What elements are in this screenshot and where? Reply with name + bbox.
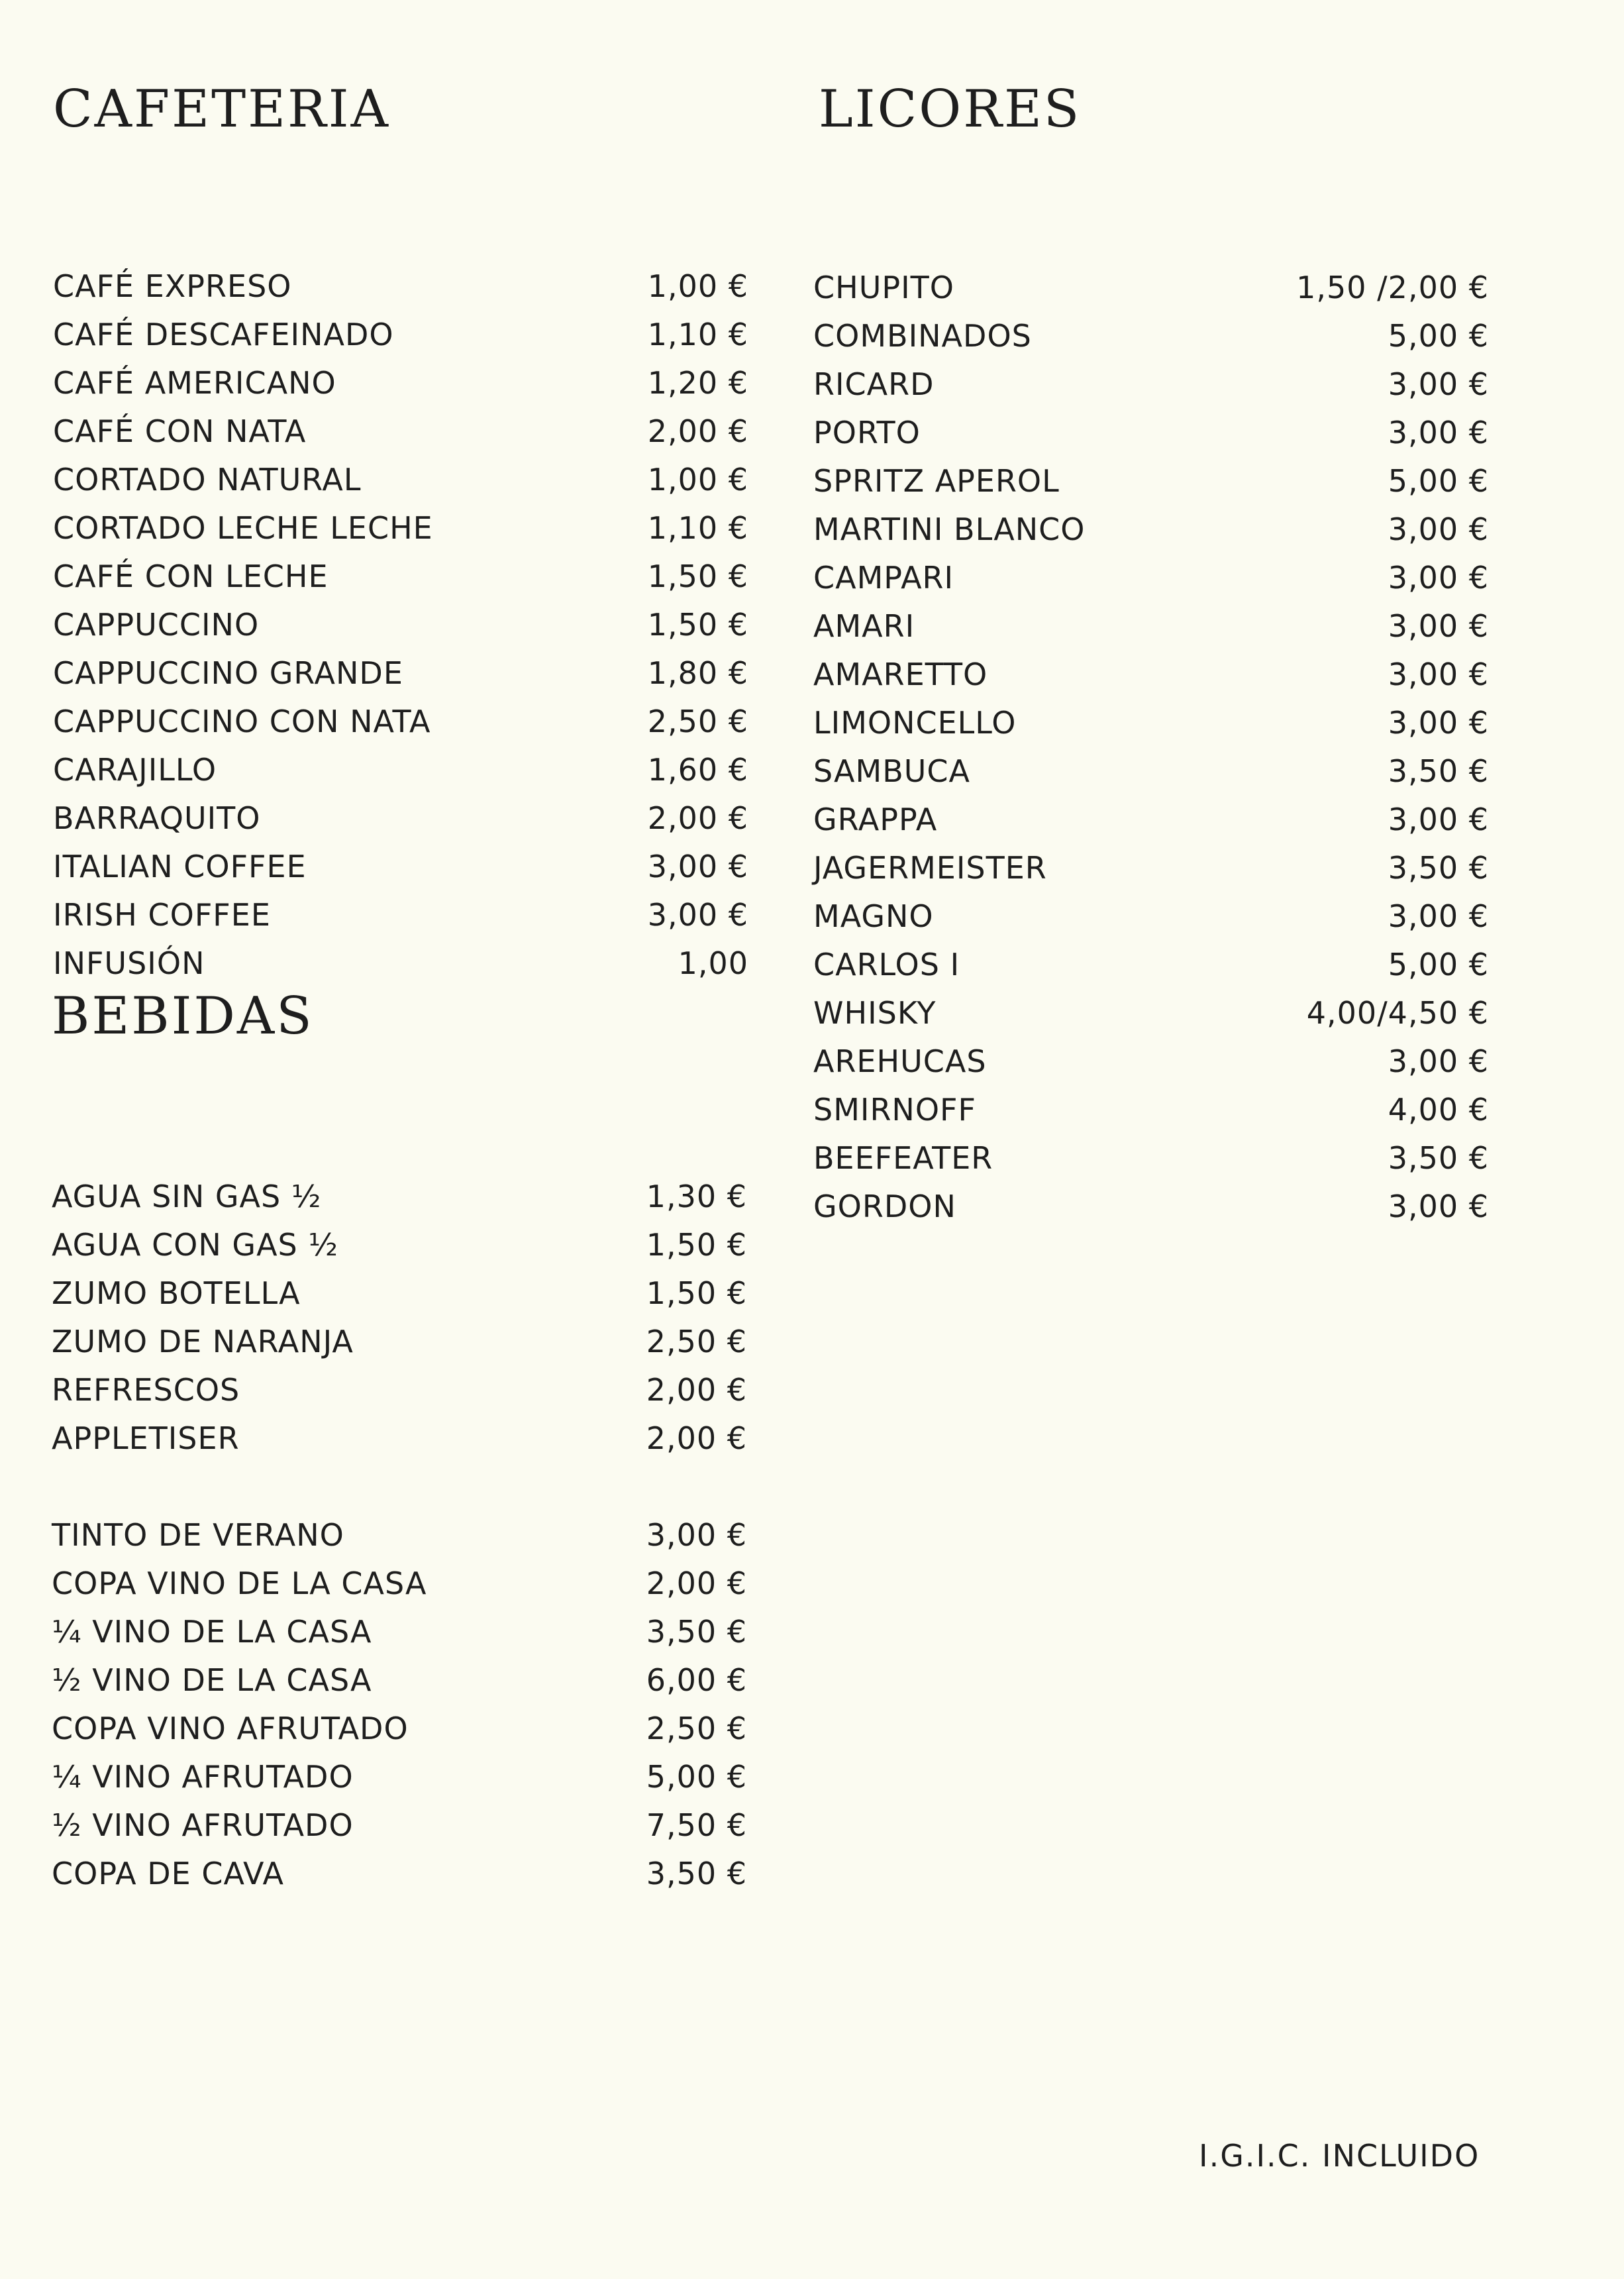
- menu-item-name: CAFÉ EXPRESO: [53, 268, 292, 304]
- menu-item-price: 1,50 /2,00 €: [1296, 270, 1489, 305]
- menu-item-price: 3,00 €: [1388, 608, 1489, 644]
- menu-item-price: 1,50 €: [647, 558, 748, 594]
- menu-item: [813, 560, 1489, 608]
- menu-item-name: CORTADO NATURAL: [53, 462, 362, 498]
- menu-item-name: CAPPUCCINO CON NATA: [53, 704, 431, 739]
- menu-item: [813, 463, 1489, 511]
- menu-item-name: ZUMO DE NARANJA: [52, 1324, 354, 1359]
- menu-item-price: 3,00 €: [1388, 415, 1489, 450]
- menu-item-name: CAFÉ CON NATA: [53, 413, 307, 449]
- menu-item-price: 2,00 €: [646, 1372, 747, 1408]
- menu-item-price: 3,00 €: [1388, 1043, 1489, 1079]
- menu-item: [52, 1807, 747, 1856]
- menu-item-price: 5,00 €: [1388, 463, 1489, 499]
- menu-item-name: CAMPARI: [813, 560, 954, 596]
- menu-item: [813, 995, 1489, 1043]
- menu-item-price: 1,10 €: [647, 510, 748, 546]
- menu-item-name: AREHUCAS: [813, 1043, 987, 1079]
- menu-item-name: ½ VINO DE LA CASA: [52, 1662, 372, 1698]
- menu-item: [53, 897, 748, 945]
- menu-item-price: 4,00 €: [1388, 1092, 1489, 1128]
- menu-item-price: 3,50 €: [1388, 1140, 1489, 1176]
- wine-list: [52, 1517, 747, 1904]
- menu-item: [53, 510, 748, 558]
- menu-item-name: PORTO: [813, 415, 921, 450]
- menu-item: [52, 1324, 747, 1372]
- menu-item-name: GORDON: [813, 1189, 956, 1224]
- menu-item: [813, 415, 1489, 463]
- menu-item-price: 1,00 €: [647, 268, 748, 304]
- menu-item-price: 3,00 €: [1388, 657, 1489, 692]
- menu-item-name: ¼ VINO AFRUTADO: [52, 1759, 354, 1795]
- menu-item-name: AMARI: [813, 608, 915, 644]
- menu-item-price: 3,50 €: [646, 1614, 747, 1650]
- menu-item-price: 1,80 €: [647, 655, 748, 691]
- menu-item-price: 1,10 €: [647, 317, 748, 352]
- bebidas-title: BEBIDAS: [52, 986, 314, 1046]
- bebidas-divider-space: [52, 1469, 747, 1517]
- menu-item: [52, 1614, 747, 1662]
- licores-section: [813, 76, 1489, 1237]
- licores-title: LICORES: [819, 80, 1082, 139]
- menu-item-price: 3,00 €: [1388, 802, 1489, 837]
- menu-item-price: 7,50 €: [646, 1807, 747, 1843]
- menu-item: [813, 1140, 1489, 1189]
- menu-item-price: 1,20 €: [647, 365, 748, 401]
- menu-item: [52, 1856, 747, 1904]
- menu-item-name: TINTO DE VERANO: [52, 1517, 344, 1553]
- menu-item-price: 1,30 €: [646, 1179, 747, 1214]
- tax-included-note: I.G.I.C. INCLUIDO: [1199, 2138, 1480, 2174]
- menu-item: [52, 1565, 747, 1614]
- menu-item: [53, 413, 748, 462]
- menu-item-price: 3,50 €: [1388, 850, 1489, 886]
- menu-item-name: SAMBUCA: [813, 753, 971, 789]
- menu-item: [813, 366, 1489, 415]
- menu-item: [52, 1662, 747, 1711]
- menu-item-name: COMBINADOS: [813, 318, 1032, 354]
- menu-item-price: 2,00 €: [647, 413, 748, 449]
- menu-item-name: LIMONCELLO: [813, 705, 1017, 741]
- menu-item-price: 3,50 €: [1388, 753, 1489, 789]
- menu-item-price: 3,00 €: [1388, 898, 1489, 934]
- menu-item-price: 4,00/4,50 €: [1306, 995, 1489, 1031]
- menu-item: [53, 462, 748, 510]
- menu-item: [52, 1179, 747, 1227]
- menu-item: [53, 607, 748, 655]
- menu-item-name: AMARETTO: [813, 657, 988, 692]
- menu-item-name: CORTADO LECHE LECHE: [53, 510, 433, 546]
- menu-item-name: CAFÉ DESCAFEINADO: [53, 317, 394, 352]
- menu-item-name: CAFÉ CON LECHE: [53, 558, 329, 594]
- menu-item-price: 1,00 €: [647, 462, 748, 498]
- menu-item: [813, 850, 1489, 898]
- menu-item-price: 3,00 €: [647, 897, 748, 933]
- menu-item: [52, 1711, 747, 1759]
- menu-item: [813, 318, 1489, 366]
- menu-item-price: 1,50 €: [646, 1227, 747, 1263]
- menu-item-name: CAFÉ AMERICANO: [53, 365, 336, 401]
- menu-item: [52, 1517, 747, 1565]
- menu-item-price: 2,50 €: [646, 1711, 747, 1746]
- menu-item-name: WHISKY: [813, 995, 937, 1031]
- menu-item-price: 3,00 €: [1388, 705, 1489, 741]
- menu-item: [52, 1420, 747, 1469]
- menu-item-price: 2,50 €: [646, 1324, 747, 1359]
- menu-item: [53, 752, 748, 800]
- menu-item-name: ¼ VINO DE LA CASA: [52, 1614, 372, 1650]
- bebidas-section: [52, 983, 747, 1904]
- menu-item-name: MARTINI BLANCO: [813, 511, 1086, 547]
- menu-item-name: AGUA SIN GAS ½: [52, 1179, 322, 1214]
- menu-item: [813, 898, 1489, 947]
- menu-item: [52, 1227, 747, 1275]
- menu-item: [813, 705, 1489, 753]
- menu-item: [813, 1092, 1489, 1140]
- menu-item-price: 3,00 €: [1388, 1189, 1489, 1224]
- menu-item: [813, 753, 1489, 802]
- menu-item: [53, 800, 748, 849]
- menu-item-price: 1,50 €: [646, 1275, 747, 1311]
- menu-item: [52, 1759, 747, 1807]
- menu-item-name: CAPPUCCINO: [53, 607, 260, 643]
- menu-item: [813, 270, 1489, 318]
- menu-item-name: CARAJILLO: [53, 752, 217, 788]
- menu-item-name: AGUA CON GAS ½: [52, 1227, 338, 1263]
- menu-item: [52, 1275, 747, 1324]
- menu-item-name: BARRAQUITO: [53, 800, 261, 836]
- menu-item: [53, 317, 748, 365]
- menu-item-price: 3,00 €: [647, 849, 748, 884]
- menu-item: [813, 511, 1489, 560]
- menu-item-price: 2,00 €: [646, 1565, 747, 1601]
- menu-item-name: SMIRNOFF: [813, 1092, 976, 1128]
- menu-item-name: CHUPITO: [813, 270, 954, 305]
- menu-item-name: CAPPUCCINO GRANDE: [53, 655, 403, 691]
- menu-item-price: 5,00 €: [1388, 318, 1489, 354]
- menu-item-name: INFUSIÓN: [53, 945, 205, 981]
- menu-item: [53, 268, 748, 317]
- menu-item: [813, 802, 1489, 850]
- menu-item-price: 3,50 €: [646, 1856, 747, 1891]
- menu-item-price: 1,00: [678, 945, 748, 981]
- menu-item-price: 3,00 €: [646, 1517, 747, 1553]
- menu-item: [53, 655, 748, 704]
- menu-item-name: MAGNO: [813, 898, 934, 934]
- menu-item-price: 1,50 €: [647, 607, 748, 643]
- menu-item: [813, 657, 1489, 705]
- menu-item-name: COPA DE CAVA: [52, 1856, 284, 1891]
- menu-item-name: CARLOS I: [813, 947, 960, 982]
- menu-item-price: 6,00 €: [646, 1662, 747, 1698]
- menu-item: [813, 608, 1489, 657]
- menu-item-name: APPLETISER: [52, 1420, 240, 1456]
- menu-item-price: 2,00 €: [646, 1420, 747, 1456]
- menu-item-name: ZUMO BOTELLA: [52, 1275, 301, 1311]
- licores-list: [813, 270, 1489, 1237]
- menu-item-price: 3,00 €: [1388, 366, 1489, 402]
- menu-item: [52, 1372, 747, 1420]
- menu-item: [53, 849, 748, 897]
- menu-item-name: GRAPPA: [813, 802, 938, 837]
- menu-item-name: ½ VINO AFRUTADO: [52, 1807, 354, 1843]
- bebidas-list: [52, 1179, 747, 1469]
- menu-item: [53, 365, 748, 413]
- menu-item-name: REFRESCOS: [52, 1372, 240, 1408]
- menu-item-price: 5,00 €: [1388, 947, 1489, 982]
- menu-item-price: 2,50 €: [647, 704, 748, 739]
- menu-item-name: SPRITZ APEROL: [813, 463, 1060, 499]
- menu-item-price: 1,60 €: [647, 752, 748, 788]
- menu-item-price: 5,00 €: [646, 1759, 747, 1795]
- menu-item-name: JAGERMEISTER: [813, 850, 1047, 886]
- cafeteria-section: [53, 76, 748, 994]
- menu-item-name: ITALIAN COFFEE: [53, 849, 307, 884]
- menu-item-name: RICARD: [813, 366, 935, 402]
- cafeteria-title: CAFETERIA: [53, 80, 390, 139]
- menu-item-name: BEEFEATER: [813, 1140, 993, 1176]
- menu-item-price: 2,00 €: [647, 800, 748, 836]
- cafeteria-list: [53, 268, 748, 994]
- menu-item-name: IRISH COFFEE: [53, 897, 271, 933]
- menu-item: [813, 1043, 1489, 1092]
- menu-item-name: COPA VINO DE LA CASA: [52, 1565, 427, 1601]
- menu-item: [53, 558, 748, 607]
- menu-item-price: 3,00 €: [1388, 511, 1489, 547]
- menu-item: [53, 704, 748, 752]
- menu-item: [813, 947, 1489, 995]
- menu-item-name: COPA VINO AFRUTADO: [52, 1711, 409, 1746]
- menu-item: [813, 1189, 1489, 1237]
- menu-item-price: 3,00 €: [1388, 560, 1489, 596]
